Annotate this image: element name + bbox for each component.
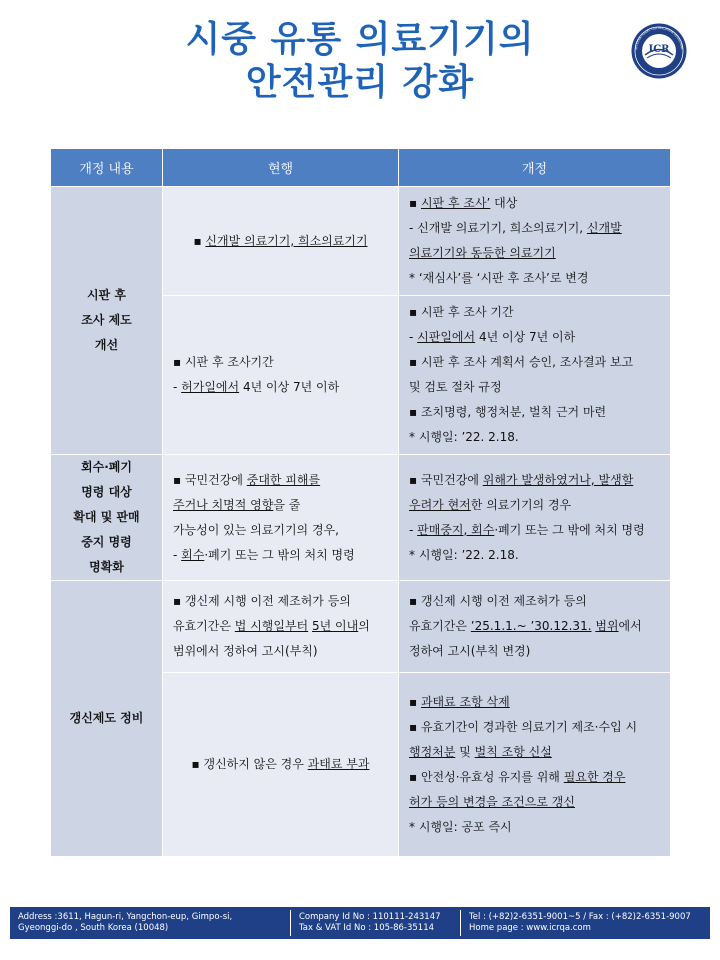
revised-line	[409, 639, 662, 664]
underlined-text: 5년 이내	[311, 619, 359, 633]
text-segment: ▪ 유효기간이 경과한 의료기기 제조·수입 시	[409, 719, 638, 734]
text-segment: ▪ 안전성·유효성 유지를 위해	[409, 769, 564, 784]
table-row	[51, 187, 671, 296]
underlined-text: 중대한 피해를	[246, 472, 321, 487]
header-category: 개정 내용	[51, 149, 163, 187]
text-segment: * 시행일: 공포 즉시	[409, 819, 512, 834]
text-segment: 4년 이상 7년 이하	[239, 380, 340, 394]
category-line: 중지 명령	[81, 535, 132, 549]
current-line	[173, 350, 388, 375]
revised-line	[409, 715, 662, 740]
text-segment: * ‘재심사’를 ‘시판 후 조사’로 변경	[409, 271, 589, 285]
footer-company	[290, 910, 460, 936]
footer-address-line-2: Gyeonggi-do , South Korea (10048)	[18, 923, 169, 933]
current-line	[173, 639, 388, 664]
revised-line	[409, 350, 662, 375]
current-cell	[163, 581, 399, 673]
text-segment: -	[173, 380, 182, 394]
underlined-text: 신개발 의료기기, 희소의료기기	[205, 233, 368, 248]
current-line	[173, 468, 388, 493]
revised-cell	[399, 187, 671, 296]
underlined-text: 시판일에서	[417, 330, 476, 344]
underlined-text: 과태료 부과	[307, 757, 370, 771]
revised-line	[409, 815, 662, 840]
underlined-text: 법 시행일부터	[234, 619, 309, 633]
header-revised: 개정	[399, 149, 671, 187]
current-line	[173, 493, 388, 518]
revised-line	[409, 375, 662, 400]
underlined-text: 범위	[595, 619, 619, 633]
text-segment: ▪ 국민건강에	[409, 472, 483, 487]
revised-line	[409, 543, 662, 568]
footer	[10, 907, 710, 939]
underlined-text: 벌칙 조항 신설	[474, 744, 552, 759]
current-cell	[163, 187, 399, 296]
revised-line	[409, 589, 662, 614]
underlined-text: 의료기기와 동등한 의료기기	[409, 246, 556, 260]
text-segment: ▪ 시판 후 조사기간	[173, 355, 274, 369]
revised-line	[409, 790, 662, 815]
comparison-table	[50, 148, 671, 857]
table-row	[51, 581, 671, 673]
footer-address-line-1: Address :3611, Hagun-ri, Yangchon-eup, Gimpo-si,	[18, 912, 233, 922]
underlined-text: 주거나 치명적 영향	[173, 497, 274, 512]
text-segment: 한 의료기기의 경우	[470, 497, 572, 512]
category-line: 확대 및 판매	[73, 510, 140, 524]
current-line	[173, 518, 388, 543]
underlined-text: 위해가 발생하였거나, 발생할	[482, 472, 634, 487]
revised-line	[409, 493, 662, 518]
revised-line	[409, 191, 662, 216]
current-line	[173, 229, 388, 254]
footer-address	[10, 910, 290, 936]
text-segment: ▪ 갱신제 시행 이전 제조허가 등의	[409, 594, 587, 608]
text-segment: ▪ 시판 후 조사 기간	[409, 305, 514, 319]
logo-ring-text: INTERNATIONAL CERTIFICATION REGISTRAR	[634, 25, 684, 50]
icr-logo-icon	[630, 22, 688, 80]
text-segment: 및	[455, 744, 475, 759]
text-segment: 대상	[490, 196, 518, 210]
text-segment: ·폐기 또는 그 밖의 처치 명령	[204, 547, 355, 562]
underlined-text: 신개발	[586, 221, 622, 235]
category-line: 개선	[94, 338, 119, 352]
underlined-text: 행정처분	[409, 744, 456, 759]
category-line: 명확화	[89, 560, 124, 574]
category-cell	[51, 187, 163, 455]
underlined-text: 시판 후 조사’	[420, 196, 491, 210]
text-segment: 유효기간은	[409, 619, 471, 633]
text-segment: 유효기간은	[173, 619, 235, 633]
footer-tax-id: Tax & VAT Id No : 105-86-35114	[299, 923, 435, 933]
text-segment: ▪	[409, 196, 421, 210]
page-title	[0, 18, 720, 104]
logo-text: ICR	[648, 44, 670, 55]
title-line-2: 안전관리 강화	[245, 62, 475, 103]
current-line	[173, 543, 388, 568]
category-line: 회수·폐기	[81, 460, 132, 474]
table-header-row	[51, 149, 671, 187]
revised-cell	[399, 581, 671, 673]
revised-line	[409, 740, 662, 765]
text-segment: * 시행일: ’22. 2.18.	[409, 430, 519, 444]
current-cell	[163, 455, 399, 581]
underlined-text: 과태료 조항 삭제	[420, 694, 510, 709]
revised-line	[409, 518, 662, 543]
revised-line	[409, 468, 662, 493]
text-segment: -	[409, 522, 418, 537]
text-segment: ▪ 국민건강에	[173, 472, 247, 487]
revised-cell	[399, 673, 671, 857]
current-cell	[163, 296, 399, 455]
table-row	[51, 455, 671, 581]
revised-line	[409, 325, 662, 350]
text-segment: * 시행일: ’22. 2.18.	[409, 547, 519, 562]
revised-line	[409, 690, 662, 715]
current-line	[173, 589, 388, 614]
footer-phone-fax: Tel : (+82)2-6351-9001~5 / Fax : (+82)2-6351-9007	[469, 912, 691, 922]
text-segment: 가능성이 있는 의료기기의 경우,	[173, 522, 339, 537]
revised-cell	[399, 455, 671, 581]
revised-cell	[399, 296, 671, 455]
text-segment: 의	[358, 619, 370, 633]
text-segment: ▪ 갱신제 시행 이전 제조허가 등의	[173, 594, 351, 608]
category-line: 갱신제도 정비	[69, 711, 144, 725]
title-line-1: 시중 유통 의료기기의	[185, 19, 535, 60]
revised-line	[409, 425, 662, 450]
text-segment: -	[409, 330, 418, 344]
underlined-text: 판매중지, 회수	[417, 522, 495, 537]
text-segment: 범위에서 정하여 고시(부칙)	[173, 644, 318, 658]
revised-line	[409, 300, 662, 325]
text-segment: 을 줄	[273, 497, 301, 512]
underlined-text: 회수	[181, 547, 205, 562]
revised-line	[409, 241, 662, 266]
current-cell	[163, 673, 399, 857]
category-line: 시판 후	[87, 288, 126, 302]
revised-line	[409, 614, 662, 639]
footer-homepage: Home page : www.icrqa.com	[469, 923, 591, 933]
text-segment: - 신개발 의료기기, 희소의료기기,	[409, 221, 587, 235]
category-line: 조사 제도	[81, 313, 132, 327]
category-line: 명령 대상	[81, 485, 132, 499]
revised-line	[409, 765, 662, 790]
text-segment: ▪ 조치명령, 행정처분, 벌칙 근거 마련	[409, 405, 607, 419]
underlined-text: 허가일에서	[181, 380, 240, 394]
revised-line	[409, 400, 662, 425]
text-segment: ·폐기 또는 그 밖에 처치 명령	[494, 522, 645, 537]
category-cell	[51, 455, 163, 581]
text-segment: 정하여 고시(부칙 변경)	[409, 644, 531, 658]
text-segment: ▪	[193, 233, 206, 248]
text-segment: ▪ 시판 후 조사 계획서 승인, 조사결과 보고	[409, 355, 634, 369]
underlined-text: 필요한 경우	[563, 769, 626, 784]
underlined-text: 우려가 현저	[409, 497, 471, 512]
current-line	[173, 375, 388, 400]
footer-company-id: Company Id No : 110111-243147	[299, 912, 441, 922]
footer-contact	[460, 910, 710, 936]
text-segment: 에서	[618, 619, 642, 633]
text-segment: 4년 이상 7년 이하	[475, 330, 576, 344]
current-line	[173, 614, 388, 639]
underlined-text: 허가 등의 변경을 조건으로 갱신	[409, 794, 575, 809]
text-segment: ▪	[409, 694, 421, 709]
text-segment: ▪ 갱신하지 않은 경우	[191, 757, 308, 771]
revised-line	[409, 216, 662, 241]
revised-line	[409, 266, 662, 291]
header-current: 현행	[163, 149, 399, 187]
text-segment: 및 검토 절차 규정	[409, 380, 502, 394]
text-segment: -	[173, 547, 182, 562]
category-cell	[51, 581, 163, 857]
underlined-text: ’25.1.1.~ ’30.12.31.	[470, 619, 592, 633]
current-line	[173, 752, 388, 777]
